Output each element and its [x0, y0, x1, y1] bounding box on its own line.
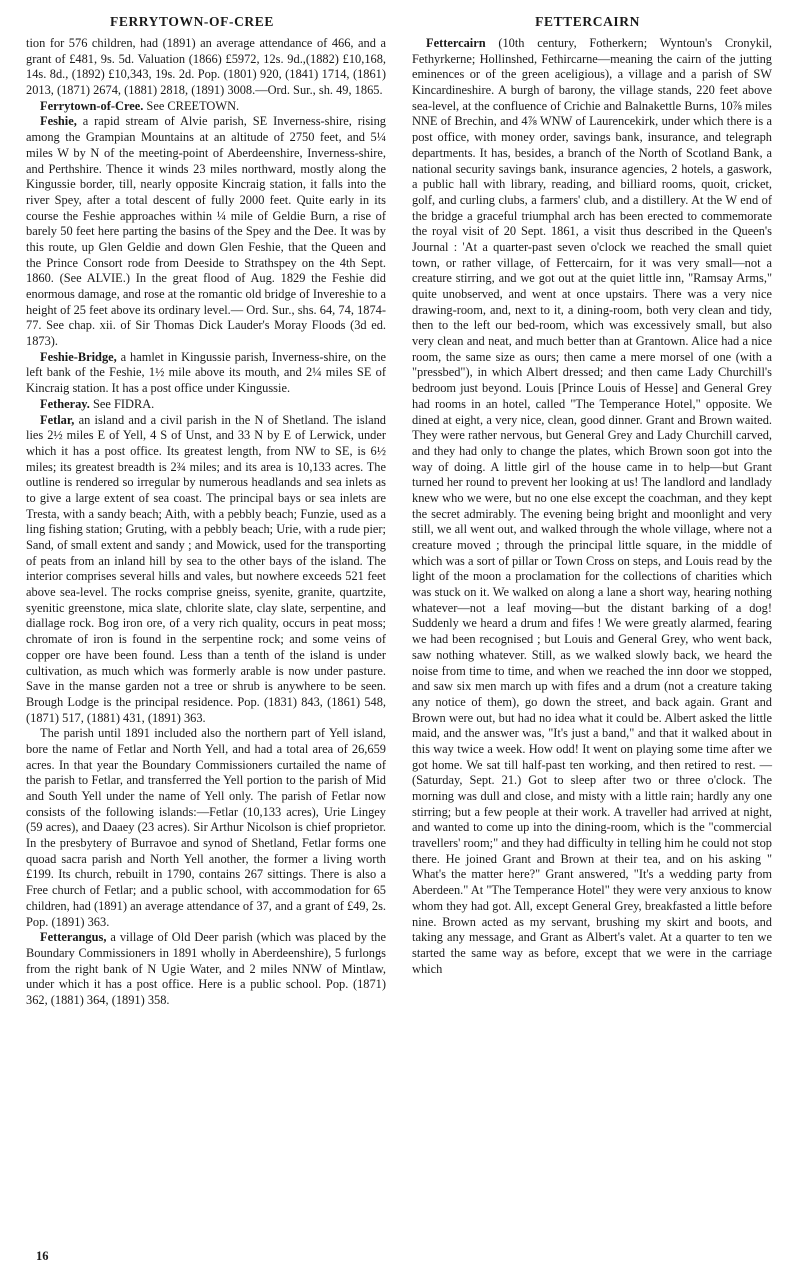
left-column — [26, 36, 386, 1009]
running-head-left: FERRYTOWN-OF-CREE — [110, 14, 274, 29]
entry-fettercairn — [412, 36, 772, 977]
page-folio-number: 16 — [36, 1249, 49, 1263]
right-column — [412, 36, 772, 977]
headword: Fetlar, — [40, 412, 75, 427]
entry-feshie-bridge — [26, 350, 386, 397]
entry-body: (10th century, Fotherkern; Wyntoun's Cronykil, Fethyrkerne; Hollinshed, Fethircarne—meaning the cairn of the jutting eminences or of the green aceligious), a village and a parish of SW Kincardineshire. A burgh of barony, the village stands, 220 feet above sea-level, at the confluence of Crichie and Balnakettle Burns, 10⅞ miles NNE of Brechin, and 4⅞ WNW of Laurencekirk, under which there is a post office, with money order, savings bank, insurance, and telegraph departments. It has, besides, a branch of the North of Scotland Bank, a national security savings bank, insurance agencies, 2 hotels, a gaswork, a public hall with library, reading, and billiard rooms, quoit, cricket, golf, and curling clubs, a farmers' club, and a distillery. At the W end of the bridge a graceful triumphal arch has been erected to commemorate the royal visit of 20 Sept. 1861, a visit thus described in the Queen's Journal : 'At a quarter-past seven o'clock we reached the small quiet town, or rather village, of Fettercairn, for it was very small—not a creature stirring, and we got out at the quiet little inn, "Ramsay Arms," quite unobserved, and went at once upstairs. There was a very nice drawing-room, and, next to it, a dining-room, both very clean and tidy, then to the left our bed-room, which was excessively small, but also very clean and neat, and much better than at Grantown. Alice had a nice room, the same size as ours; then came a mere morsel of one (with a "pressbed"), in which Albert dressed; and then came Lady Churchill's bedroom just beyond. Louis [Prince Louis of Hesse] and General Grey had rooms in an hotel, called "The Temperance Hotel," opposite. We dined at eight, a very nice, clean, good dinner. Grant and Brown waited. They were rather nervous, but General Grey and Lady Churchill carved, and they had only to change the plates, which Brown soon got into the way of doing. A little girl of the house came in to help—but Grant turned her round to prevent her looking at us! The landlord and landlady knew who we were, but no one else except the coachman, and they kept the secret admirably. The evening being bright and moonlight and very still, we all went out, and walked through the whole village, where not a creature moved ; through the principal little square, in the middle of which was a sort of pillar or Town Cross on steps, and Louis read by the light of the moon a proclamation for the collections of charities which was stuck on it. We walked on along a lane a short way, hearing nothing whatever—not a leaf moving—but the distant barking of a dog! Suddenly we heard a drum and fifes ! We were greatly alarmed, fearing we had been recognised ; but Louis and General Grey, who went back, saw nothing whatever. Still, as we walked slowly back, we heard the noise from time to time, and when we reached the inn door we stopped, and saw six men march up with fifes and a drum (not a creature taking any notice of them), go down the street, and back again. Grant and Brown were out, but had no idea what it could be. Albert asked the little maid, and the answer was, "It's just a band," and that it walked about in this way twice a week. How odd! It went on playing some time after we got home. We sat till half-past ten working, and then retired to rest. —(Saturday, Sept. 21.) Got to sleep after two or three o'clock. The morning was dull and close, and misty with a little rain; hardly any one stirring; but a few people at their work. A traveller had arrived at night, and wanted to come up into the dining-room, which is the "commercial travellers' room;" and they had difficulty in telling him he could not stop there. He joined Grant and Brown at their tea, and on his asking " What's the matter here?" Grant answered, "It's a wedding party from Aberdeen." At "The Temperance Hotel" they were very anxious to know whom they had got. All, except General Grey, breakfasted a little before nine. Brown acted as my servant, brushing my skirt and boots, and taking any message, and Grant as Albert's valet. At a quarter to ten we started the same way as before, except that we were in the carriage which — [412, 36, 772, 976]
entry-fetterangus — [26, 930, 386, 1008]
headword: Fetheray. — [40, 396, 90, 411]
headword: Ferrytown-of-Cree. — [40, 98, 144, 113]
entry-body: a village of Old Deer parish (which was placed by the Boundary Commissioners in 1891 wholly in Aberdeenshire), 5 furlongs from the right bank of N Ugie Water, and 2 miles NNW of Mintlaw, under which it has a post office. Here is a public school. Pop. (1871) 362, (1881) 364, (1891) 358. — [26, 930, 386, 1007]
entry-body: See CREETOWN. — [143, 98, 240, 113]
page-headers — [26, 14, 774, 30]
entry-feshie — [26, 114, 386, 349]
entry-body: The parish until 1891 included also the northern part of Yell island, bore the name of Fetlar and North Yell, and had a total area of 26,659 acres. In that year the Boundary Commissioners curtailed the name of the parish to Fetlar, and transferred the Yell portion to the parish of Mid and South Yell under the name of Yell only. The parish of Fetlar now consists of the following islands:—Fetlar (10,133 acres), Urie Lingey (59 acres), and Daaey (23 acres). Sir Arthur Nicolson is chief proprietor. In the presbytery of Burravoe and synod of Shetland, Fetlar forms one quoad sacra parish and North Yell another, the former a living worth £199. Its church, rebuilt in 1790, contains 267 sittings. There is also a Free church of Fetlar; and a public school, with accommodation for 65 children, had (1891) an average attendance of 37, and a grant of £49, 2s. Pop. (1891) 363. — [26, 726, 386, 929]
headword: Feshie-Bridge, — [40, 349, 117, 364]
entry-fetlar — [26, 413, 386, 727]
headword: Feshie, — [40, 114, 77, 129]
entry-fetheray — [26, 397, 386, 413]
entry-ferrytown-of-cree — [26, 99, 386, 115]
entry-body: See FIDRA. — [89, 396, 155, 411]
paragraph-fetlar-parish-history — [26, 726, 386, 930]
entry-body: a hamlet in Kingussie parish, Inverness-shire, on the left bank of the Feshie, 1½ mile above its mouth, and 2¼ miles SE of Kincraig station. It has a post office under Kingussie. — [26, 349, 386, 396]
entry-body: a rapid stream of Alvie parish, SE Inverness-shire, rising among the Grampian Mountains at an altitude of 2750 feet, and 5¼ miles W by N of the meeting-point of Aberdeenshire, Inverness-shire, and Perthshire. Thence it winds 23 miles northward, mostly along the Kingussie border, till, nearly opposite Kincraig station, it falls into the river Spey, after a total descent of fully 2000 feet. Quite early in its course the Feshie approaches within ¼ mile of Geldie Burn, a rise of barely 50 feet here parting the basins of the Spey and the Dee. It was by this route, up Glen Geldie and down Glen Feshie, that the Queen and the Prince Consort rode from Deeside to Strathspey on the 4th Sept. 1860. (See ALVIE.) In the great flood of Aug. 1829 the Feshie did enormous damage, and rose at the romantic old bridge of Invereshie to a height of 25 feet above its ordinary level.— Ord. Sur., shs. 64, 74, 1874-77. See chap. xii. of Sir Thomas Dick Lauder's Moray Floods (3d ed. 1873). — [26, 114, 386, 349]
headword: Fettercairn — [426, 36, 486, 50]
running-head-right: FETTERCAIRN — [535, 14, 640, 29]
headword: Fetterangus, — [40, 930, 107, 945]
paragraph-ferrytown-statistics: tion for 576 children, had (1891) an average attendance of 466, and a grant of £481, 9s. 5d. Valuation (1866) £5972, 12s. 9d.,(1882) £10,168, 14s. 8d., (1892) £10,343, 19s. 2d. Pop. (1801) 920, (1841) 1714, (1861) 2013, (1871) 2674, (1881) 2818, (1891) 3008.—Ord. Sur., sh. 49, 1865. — [26, 36, 386, 98]
entry-body: an island and a civil parish in the N of Shetland. The island lies 2½ miles E of Yell, 4 S of Unst, and 33 N by E of Lerwick, under which it has a post office. Its greatest length, from NW to SE, is 6½ miles; its greatest breadth is 2¾ miles; and its area is 10,133 acres. The outline is rendered so irregular by numerous headlands and sea inlets as to give a large extent of sea coast. The principal bays or sea inlets are Tresta, with a sandy beach; Aith, with a pebbly beach; Funzie, used as a ling fishing station; Gruting, with a pebbly beach; Urie, with a rude pier; Sand, of small extent and sandy ; and Mowick, used for the transporting of peats from an inland hill by sea to the other bays of the island. The interior comprises several hills and vales, but nowhere exceeds 521 feet above sea-level. The rocks comprise gneiss, syenite, granite, quartzite, syenitic greenstone, mica slate, chlorite slate, clay slate, serpentine, and diallage rock. Bog iron ore, of a very rich quality, occurs in peat moss; chromate of iron is found in the serpentine rock; and some veins of copper ore have been found. Less than a tenth of the island is under cultivation, as much which was formerly arable is now under pasture. Save in the manse garden not a tree or shrub is anywhere to be seen. Brough Lodge is the principal residence. Pop. (1831) 843, (1861) 548, (1871) 517, (1881) 431, (1891) 363. — [26, 412, 386, 725]
text-columns — [26, 36, 774, 1009]
